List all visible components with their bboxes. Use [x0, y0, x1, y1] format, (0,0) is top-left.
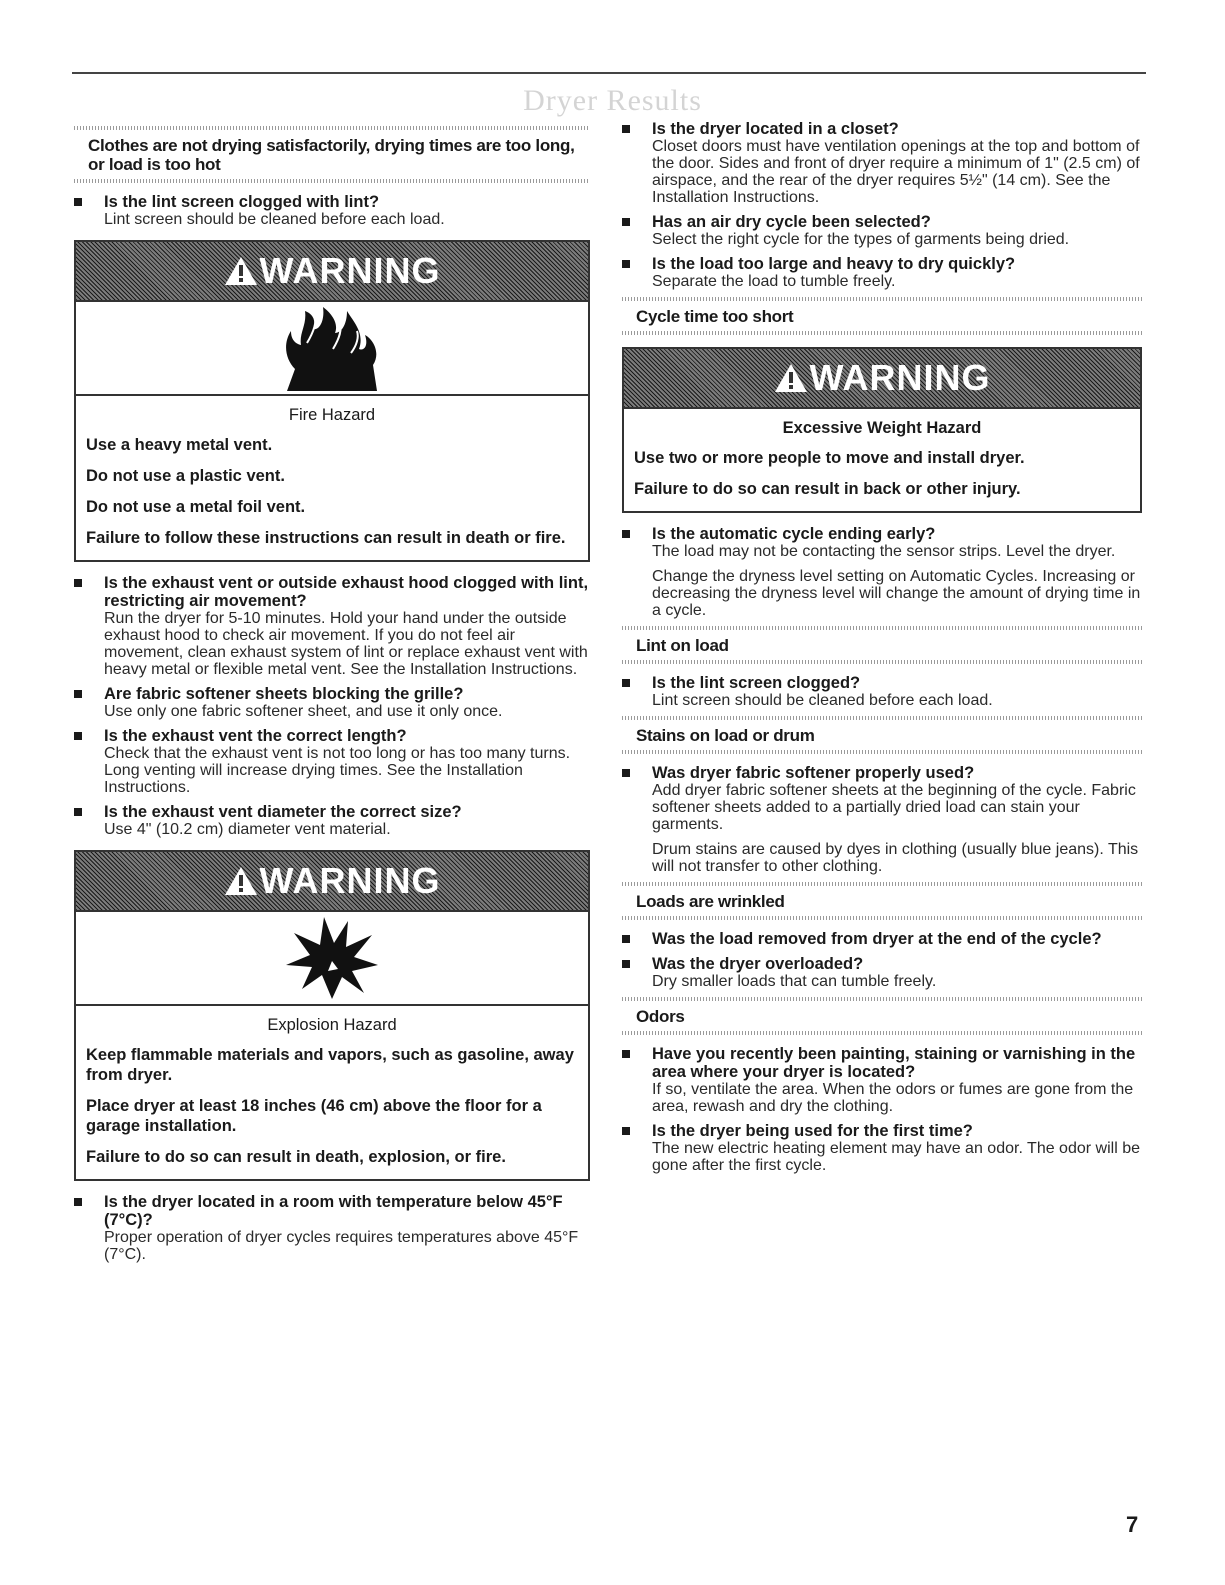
warning-line: Use two or more people to move and install dryer. — [634, 449, 1025, 467]
answer: Proper operation of dryer cycles requires temperatures above 45°F (7°C). — [104, 1229, 579, 1263]
section-header-wrinkled — [622, 882, 1142, 920]
warning-header — [76, 852, 588, 912]
answer: Lint screen should be cleaned before each load. — [652, 692, 993, 709]
question: Is the exhaust vent the correct length? — [104, 727, 407, 745]
warning-label: WARNING — [259, 250, 441, 291]
section-title: Loads are wrinkled — [636, 892, 785, 911]
hazard-name: Explosion Hazard — [267, 1016, 397, 1034]
question: Is the dryer located in a room with temperature below 45°F (7°C)? — [104, 1193, 563, 1229]
answer: The new electric heating element may have an odor. The odor will be gone after the first cycle. — [652, 1140, 1140, 1174]
answer: Use 4" (10.2 cm) diameter vent material. — [104, 821, 391, 838]
troubleshoot-item — [622, 930, 1142, 948]
answer: Dry smaller loads that can tumble freely. — [652, 973, 937, 990]
warning-line: Do not use a plastic vent. — [86, 467, 285, 485]
troubleshoot-item — [622, 1122, 1142, 1174]
question: Is the exhaust vent or outside exhaust hood clogged with lint, restricting air movement? — [104, 574, 589, 610]
bullet-icon — [622, 1050, 630, 1058]
warning-fire-hazard — [74, 240, 590, 562]
bullet-icon — [622, 679, 630, 687]
section-title: Cycle time too short — [636, 307, 794, 326]
question: Is the automatic cycle ending early? — [652, 525, 936, 543]
section-header-lint — [622, 626, 1142, 664]
warning-line: Failure to do so can result in back or other injury. — [634, 480, 1021, 498]
troubleshoot-item — [622, 255, 1142, 290]
troubleshoot-item — [74, 574, 590, 678]
bullet-icon — [622, 769, 630, 777]
bullet-icon — [622, 935, 630, 943]
question: Are fabric softener sheets blocking the grille? — [104, 685, 464, 703]
bullet-icon — [622, 125, 630, 133]
bullet-icon — [74, 732, 82, 740]
right-column — [622, 120, 1142, 1181]
answer: Change the dryness level setting on Automatic Cycles. Increasing or decreasing the dryness level will change the amount of drying time in a cycle. — [652, 568, 1141, 619]
answer: Check that the exhaust vent is not too long or has too many turns. Long venting will increase drying times. See the Installation Instructions. — [104, 745, 571, 796]
question: Is the dryer being used for the first time? — [652, 1122, 973, 1140]
answer: Run the dryer for 5-10 minutes. Hold your hand under the outside exhaust hood to check air movement. If you do not feel air movement, clean exhaust system of lint or replace exhaust vent with heavy metal or flexible metal vent. See the Installation Instructions. — [104, 610, 588, 678]
troubleshoot-item — [74, 193, 590, 228]
troubleshoot-item — [74, 727, 590, 796]
section-title: Odors — [636, 1007, 685, 1026]
answer: Lint screen should be cleaned before each load. — [104, 211, 445, 228]
hazard-name: Fire Hazard — [288, 406, 376, 424]
question: Was the load removed from dryer at the end of the cycle? — [652, 930, 1102, 948]
warning-explosion-hazard — [74, 850, 590, 1181]
question: Is the lint screen clogged? — [652, 674, 861, 692]
warning-line: Keep flammable materials and vapors, such as gasoline, away from dryer. — [86, 1046, 574, 1084]
answer: Select the right cycle for the types of garments being dried. — [652, 231, 1070, 248]
bullet-icon — [622, 218, 630, 226]
page-title: Dryer Results — [523, 84, 702, 117]
left-column — [74, 120, 590, 1270]
bullet-icon — [622, 1127, 630, 1135]
answer: Closet doors must have ventilation openings at the top and bottom of the door. Sides and front of dryer require a minimum of 1" (2.5 cm) of airspace, and the rear of the dryer requires 5½" (14 cm). See the Installation Instructions. — [652, 138, 1140, 206]
answer: Drum stains are caused by dyes in clothing (usually blue jeans). This will not transfer to other clothing. — [652, 841, 1139, 875]
troubleshoot-item — [622, 525, 1142, 619]
fire-icon — [277, 303, 387, 393]
bullet-icon — [622, 260, 630, 268]
section-header-cycle-time — [622, 297, 1142, 335]
warning-line: Failure to follow these instructions can result in death or fire. — [86, 529, 566, 547]
warning-label: WARNING — [809, 357, 991, 398]
bullet-icon — [74, 690, 82, 698]
troubleshoot-item — [74, 803, 590, 838]
question: Is the exhaust vent diameter the correct size? — [104, 803, 462, 821]
warning-line: Do not use a metal foil vent. — [86, 498, 306, 516]
section-header-odors — [622, 997, 1142, 1035]
question: Was the dryer overloaded? — [652, 955, 864, 973]
answer: If so, ventilate the area. When the odors or fumes are gone from the area, rewash and dry the clothing. — [652, 1081, 1134, 1115]
question: Have you recently been painting, staining or varnishing in the area where your dryer is located? — [652, 1045, 1136, 1081]
question: Is the load too large and heavy to dry quickly? — [652, 255, 1016, 273]
section-title: Stains on load or drum — [636, 726, 815, 745]
question: Is the lint screen clogged with lint? — [104, 193, 380, 211]
warning-line: Use a heavy metal vent. — [86, 436, 273, 454]
warning-line: Failure to do so can result in death, explosion, or fire. — [86, 1148, 506, 1166]
answer: Add dryer fabric softener sheets at the beginning of the cycle. Fabric softener sheets added to a partially dried load can stain your garments. — [652, 782, 1136, 833]
alert-triangle-icon — [224, 866, 258, 896]
troubleshoot-item — [74, 1193, 590, 1263]
answer: Use only one fabric softener sheet, and use it only once. — [104, 703, 503, 720]
section-title: Lint on load — [636, 636, 729, 655]
page-number: 7 — [1126, 1512, 1139, 1537]
answer: The load may not be contacting the sensor strips. Level the dryer. — [652, 543, 1116, 560]
troubleshoot-item — [622, 674, 1142, 709]
question: Has an air dry cycle been selected? — [652, 213, 931, 231]
warning-header — [624, 349, 1140, 409]
section-title: Clothes are not drying satisfactorily, drying times are too long, or load is too hot — [88, 136, 575, 174]
warning-label: WARNING — [259, 860, 441, 901]
question: Was dryer fabric softener properly used? — [652, 764, 975, 782]
troubleshoot-item — [622, 1045, 1142, 1115]
alert-triangle-icon — [774, 363, 808, 393]
warning-line: Place dryer at least 18 inches (46 cm) above the floor for a garage installation. — [86, 1097, 542, 1135]
bullet-icon — [74, 808, 82, 816]
troubleshoot-item — [622, 955, 1142, 990]
bullet-icon — [622, 960, 630, 968]
warning-weight-hazard — [622, 347, 1142, 513]
bullet-icon — [74, 579, 82, 587]
section-header-stains — [622, 716, 1142, 754]
alert-triangle-icon — [224, 256, 258, 286]
section-header-drying — [74, 126, 590, 183]
explosion-icon — [282, 915, 382, 1001]
bullet-icon — [622, 530, 630, 538]
top-rule — [72, 72, 1146, 74]
troubleshoot-item — [622, 764, 1142, 875]
bullet-icon — [74, 198, 82, 206]
question: Is the dryer located in a closet? — [652, 120, 899, 138]
troubleshoot-item — [622, 120, 1142, 206]
troubleshoot-item — [74, 685, 590, 720]
answer: Separate the load to tumble freely. — [652, 273, 896, 290]
troubleshoot-item — [622, 213, 1142, 248]
hazard-name: Excessive Weight Hazard — [782, 419, 982, 437]
warning-header — [76, 242, 588, 302]
bullet-icon — [74, 1198, 82, 1206]
